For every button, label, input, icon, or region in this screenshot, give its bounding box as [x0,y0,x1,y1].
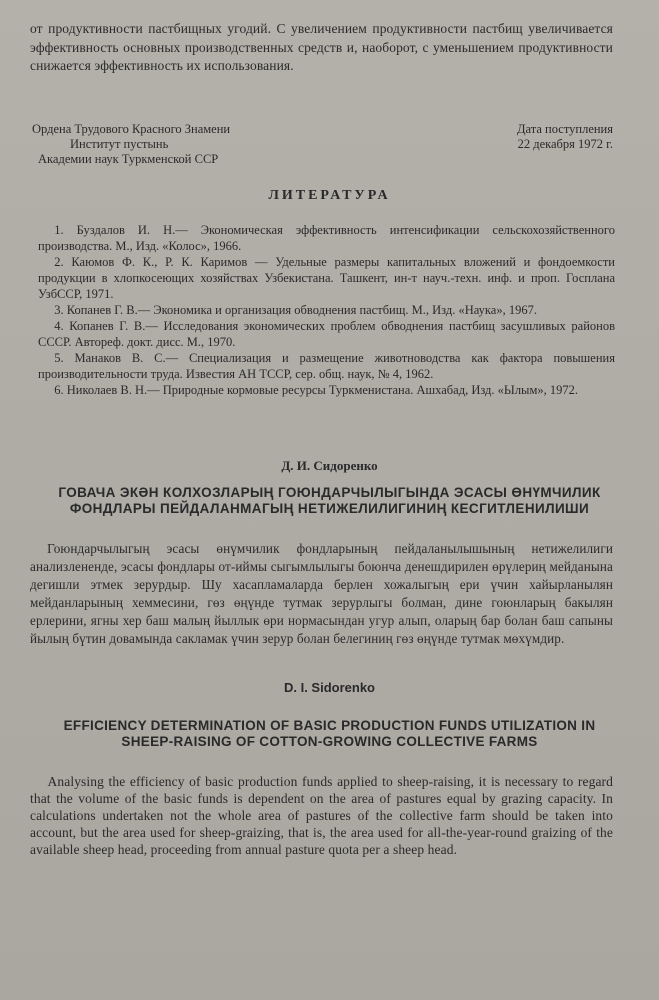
literature-heading: ЛИТЕРАТУРА [268,188,391,203]
article-title-english: EFFICIENCY DETERMINATION OF BASIC PRODUCTION FUNDS UTILIZATION IN SHEEP-RAISING OF COTTON-GROWING COLLECTIVE FARMS [63,718,596,749]
affiliation-line-1: Ордена Трудового Красного Знамени [32,122,231,136]
affiliation [32,122,230,167]
author-name-english: D. I. Sidorenko [283,680,375,695]
reference-item: 3. Копанев Г. В.— Экономика и организация обводнения пастбищ. М., Изд. «Наука», 1967. [54,303,537,317]
abstract-english: Analysing the efficiency of basic production funds applied to sheep-raising, it is necessary to regard that the volume of the basic funds is dependent on the area of pastures equal by grazing capacity. In calculations undertaken not the whole area of pastures of the collective farm should be taken into account, but the area used for sheep-graizing, that is, the area used for all-the-year-round graizing of the available sheep head, proceeding from annual pasture quota per a sheep head. [30,774,613,857]
received-date-value: 22 декабря 1972 г. [517,137,613,151]
affiliation-line-2: Институт пустынь [70,137,169,151]
reference-item: 5. Манаков В. С.— Специализация и размещение животноводства как фактора повышения производительности труда. Известия АН ТССР, сер. общ. наук, № 4, 1962. [38,351,615,381]
article-title-turkmen: ГОВАЧА ЭКӘН КОЛХОЗЛАРЫҢ ГОЮНДАРЧЫЛЫГЫНДА ЭСАСЫ ӨНҮМЧИЛИК ФОНДЛАРЫ ПЕЙДАЛАНМАГЫҢ НЕТИЖЕЛИЛИГИНИҢ КЕСГИТЛЕНИЛИШИ [58,485,601,516]
reference-item: 6. Николаев В. Н.— Природные кормовые ресурсы Туркменистана. Ашхабад, Изд. «Ылым», 1972. [54,383,578,397]
reference-item: 2. Каюмов Ф. К., Р. К. Каримов — Удельные размеры капитальных вложений и фондоемкости продукции в хлопкосеющих хозяйствах Узбекистана. Ташкент, ин-т науч.-техн. инф. и проп. Госплана УзбССР, 1971. [38,255,615,301]
reference-list [38,222,615,398]
reference-item: 1. Буздалов И. Н.— Экономическая эффективность интенсификации сельскохозяйственного производства. М., Изд. «Колос», 1966. [38,223,615,253]
received-date [517,122,613,152]
author-name-russian: Д. И. Сидоренко [281,458,378,473]
reference-item: 4. Копанев Г. В.— Исследования экономических проблем обводнения пастбищ засушливых районов СССР. Автореф. докт. дисс. М., 1970. [38,319,615,349]
abstract-turkmen: Гоюндарчылыгың эсасы өнүмчилик фондларының пейдаланылышының нетижелилиги анализлененде, эсасы фондлары от-иймы сыгымлылыгы боюнча денешдирилен өрүлериң мейданына дегишли этмек зерурдыр. Шу хасапламаларда берлен хожалыгың ери үчин хайырланылян мейданларының хеммесини, гөз өңүнде тутмак зерурлыгы болман, дине гоюнларың бакылян ерлерини, ягны хер баш малың йыллык өри нормасындан угур алып, оларың бар болан баш сапыны йылың бүтин довамында сакламак үчин зерур болан белегиниң гөз өңүнде тутмак мөхүмдир. [30,541,613,646]
received-label: Дата поступления [517,122,613,136]
top-paragraph: от продуктивности пастбищных угодий. С увеличением продуктивности пастбищ увеличивается эффективность основных производственных средств и, наоборот, с уменьшением продуктивности снижается эффективность их использования. [30,21,613,73]
affiliation-line-3: Академии наук Туркменской ССР [38,152,219,166]
